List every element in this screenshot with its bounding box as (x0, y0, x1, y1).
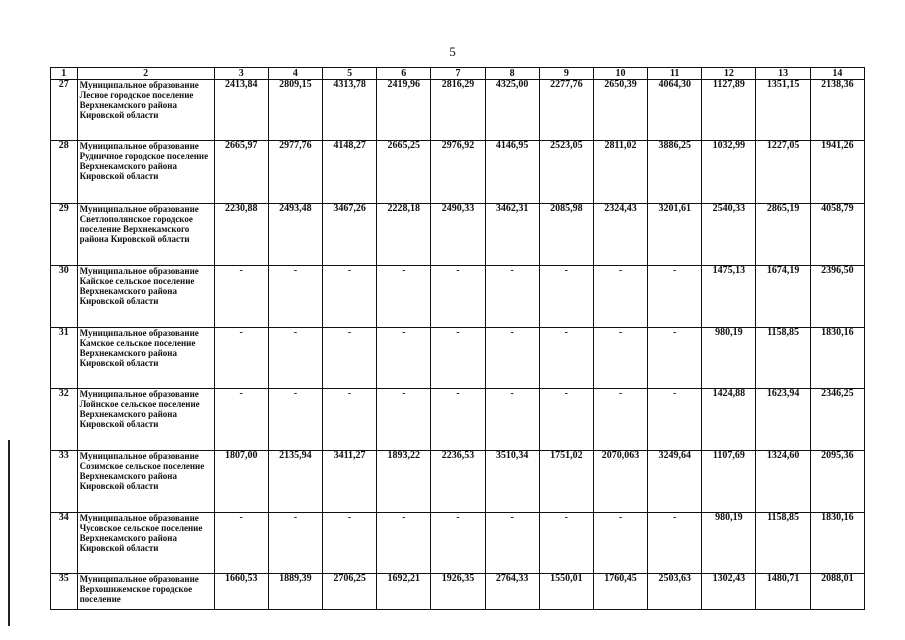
table-cell: 2088,01 (810, 574, 864, 610)
table-cell: - (539, 389, 593, 451)
row-number: 33 (51, 451, 78, 513)
table-cell: 2665,25 (377, 141, 431, 204)
municipality-name: Муниципальное образование Рудничное городское поселение Верхнекамского района Кировской области (77, 141, 214, 204)
row-number: 31 (51, 328, 78, 389)
column-header: 13 (756, 68, 810, 80)
table-cell: - (377, 513, 431, 574)
table-cell: 1751,02 (539, 451, 593, 513)
table-cell: - (431, 266, 485, 328)
table-cell: 2396,50 (810, 266, 864, 328)
table-cell: 2977,76 (268, 141, 322, 204)
table-cell: 2523,05 (539, 141, 593, 204)
column-header: 14 (810, 68, 864, 80)
table-cell: 2650,39 (593, 80, 647, 141)
table-cell: - (648, 266, 702, 328)
column-header: 6 (377, 68, 431, 80)
table-cell: 2490,33 (431, 204, 485, 266)
table-cell: - (648, 513, 702, 574)
table-cell: - (431, 513, 485, 574)
municipality-name: Муниципальное образование Чусовское сельское поселение Верхнекамского района Кировской области (77, 513, 214, 574)
municipality-name: Муниципальное образование Верхошижемское городское поселение (77, 574, 214, 610)
table-cell: 1227,05 (756, 141, 810, 204)
page-number: 5 (449, 44, 456, 59)
table-cell: 2230,88 (214, 204, 268, 266)
tariff-table (50, 67, 865, 610)
table-cell: - (539, 328, 593, 389)
table-cell: 2865,19 (756, 204, 810, 266)
column-header: 9 (539, 68, 593, 80)
table-cell: - (214, 389, 268, 451)
table-cell: - (539, 266, 593, 328)
table-cell: 2665,97 (214, 141, 268, 204)
table-cell: 980,19 (702, 328, 756, 389)
municipality-name: Муниципальное образование Кайское сельское поселение Верхнекамского района Кировской области (77, 266, 214, 328)
table-cell: 2324,43 (593, 204, 647, 266)
table-cell: - (322, 266, 376, 328)
table-cell: - (593, 389, 647, 451)
table-cell: 1941,26 (810, 141, 864, 204)
table-cell: 1893,22 (377, 451, 431, 513)
column-header: 8 (485, 68, 539, 80)
row-number: 32 (51, 389, 78, 451)
municipality-name: Муниципальное образование Лесное городское поселение Верхнекамского района Кировской области (77, 80, 214, 141)
table-cell: 1760,45 (593, 574, 647, 610)
table-cell: 1107,69 (702, 451, 756, 513)
table-cell: 2419,96 (377, 80, 431, 141)
table-row (51, 513, 865, 574)
municipality-name: Муниципальное образование Камское сельское поселение Верхнекамского района Кировской области (77, 328, 214, 389)
table-cell: - (268, 266, 322, 328)
table-cell: - (214, 328, 268, 389)
table-cell: 2764,33 (485, 574, 539, 610)
column-header: 4 (268, 68, 322, 80)
table-row (51, 574, 865, 610)
table-cell: 1424,88 (702, 389, 756, 451)
table-cell: 3510,34 (485, 451, 539, 513)
table-cell: - (268, 389, 322, 451)
column-header: 12 (702, 68, 756, 80)
table-cell: 4064,30 (648, 80, 702, 141)
column-header: 2 (77, 68, 214, 80)
table-cell: 4325,00 (485, 80, 539, 141)
table-cell: 1550,01 (539, 574, 593, 610)
table-cell: 2976,92 (431, 141, 485, 204)
table-cell: 1674,19 (756, 266, 810, 328)
table-cell: 1692,21 (377, 574, 431, 610)
table-cell: - (268, 513, 322, 574)
table-cell: 2138,36 (810, 80, 864, 141)
table-cell: 2277,76 (539, 80, 593, 141)
municipality-name: Муниципальное образование Светлополянское городское поселение Верхнекамского района Кировской области (77, 204, 214, 266)
table-cell: - (485, 266, 539, 328)
table-cell: 4146,95 (485, 141, 539, 204)
table-row (51, 204, 865, 266)
table-cell: 1480,71 (756, 574, 810, 610)
column-header: 5 (322, 68, 376, 80)
table-cell: 2346,25 (810, 389, 864, 451)
table-cell: 2540,33 (702, 204, 756, 266)
table-cell: 2816,29 (431, 80, 485, 141)
table-cell: - (214, 266, 268, 328)
table-cell: 1127,89 (702, 80, 756, 141)
table-cell: 3467,26 (322, 204, 376, 266)
table-cell: - (322, 513, 376, 574)
table-cell: - (485, 328, 539, 389)
table-row (51, 141, 865, 204)
row-number: 29 (51, 204, 78, 266)
table-cell: 2135,94 (268, 451, 322, 513)
table-cell: 1807,00 (214, 451, 268, 513)
table-cell: 1158,85 (756, 328, 810, 389)
table-cell: - (485, 513, 539, 574)
column-header: 11 (648, 68, 702, 80)
table-cell: - (539, 513, 593, 574)
municipality-name: Муниципальное образование Лойнское сельское поселение Верхнекамского района Кировской области (77, 389, 214, 451)
column-header: 3 (214, 68, 268, 80)
table-row (51, 389, 865, 451)
row-number: 35 (51, 574, 78, 610)
table-cell: - (431, 328, 485, 389)
table-cell: 1302,43 (702, 574, 756, 610)
row-number: 27 (51, 80, 78, 141)
table-cell: 2493,48 (268, 204, 322, 266)
table-cell: 2413,84 (214, 80, 268, 141)
table-cell: 1926,35 (431, 574, 485, 610)
table-cell: 1889,39 (268, 574, 322, 610)
table-cell: 4058,79 (810, 204, 864, 266)
table-cell: - (593, 328, 647, 389)
table-cell: 980,19 (702, 513, 756, 574)
table-cell: 4148,27 (322, 141, 376, 204)
table-cell: - (431, 389, 485, 451)
table-cell: 3462,31 (485, 204, 539, 266)
table-cell: 1623,94 (756, 389, 810, 451)
column-header: 1 (51, 68, 78, 80)
table-cell: - (268, 328, 322, 389)
table-cell: 3886,25 (648, 141, 702, 204)
table-cell: - (593, 513, 647, 574)
table-row (51, 328, 865, 389)
table-cell: 1351,15 (756, 80, 810, 141)
row-number: 34 (51, 513, 78, 574)
header-row (51, 68, 865, 80)
table-cell: - (322, 328, 376, 389)
table-cell: - (214, 513, 268, 574)
scan-edge-mark (8, 440, 10, 626)
table-cell: 4313,78 (322, 80, 376, 141)
row-number: 28 (51, 141, 78, 204)
table-cell: 2095,36 (810, 451, 864, 513)
table-cell: 1032,99 (702, 141, 756, 204)
table-cell: - (485, 389, 539, 451)
table-cell: 1475,13 (702, 266, 756, 328)
table-row (51, 80, 865, 141)
table-cell: 2503,63 (648, 574, 702, 610)
table-cell: 3411,27 (322, 451, 376, 513)
table-cell: 2228,18 (377, 204, 431, 266)
table-cell: 2706,25 (322, 574, 376, 610)
table-row (51, 451, 865, 513)
table-cell: 1830,16 (810, 328, 864, 389)
table-cell: 3201,61 (648, 204, 702, 266)
table-cell: 2809,15 (268, 80, 322, 141)
table-cell: - (322, 389, 376, 451)
row-number: 30 (51, 266, 78, 328)
table-cell: - (593, 266, 647, 328)
table-row (51, 266, 865, 328)
table-cell: - (648, 328, 702, 389)
municipality-name: Муниципальное образование Созимское сельское поселение Верхнекамского района Кировской области (77, 451, 214, 513)
table-cell: 1660,53 (214, 574, 268, 610)
table-cell: 1158,85 (756, 513, 810, 574)
table-cell: 2070,063 (593, 451, 647, 513)
column-header: 7 (431, 68, 485, 80)
table-cell: - (648, 389, 702, 451)
table-cell: 2811,02 (593, 141, 647, 204)
table-cell: 1324,60 (756, 451, 810, 513)
column-header: 10 (593, 68, 647, 80)
table-cell: - (377, 266, 431, 328)
table-cell: - (377, 389, 431, 451)
table-cell: - (377, 328, 431, 389)
table-cell: 3249,64 (648, 451, 702, 513)
table-cell: 2236,53 (431, 451, 485, 513)
table-cell: 1830,16 (810, 513, 864, 574)
table-cell: 2085,98 (539, 204, 593, 266)
